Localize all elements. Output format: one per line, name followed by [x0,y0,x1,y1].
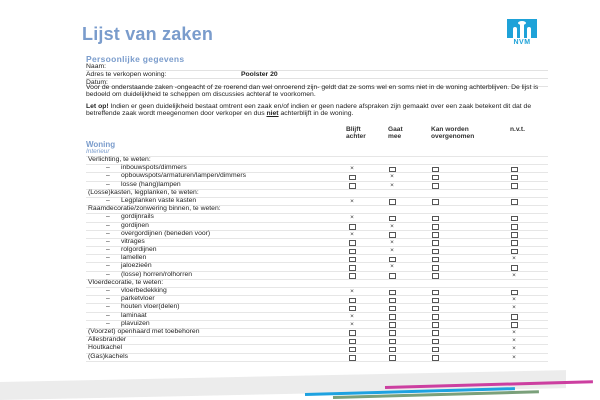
checkbox-unchecked[interactable] [349,355,356,361]
checkbox-unchecked[interactable] [432,347,439,353]
checkbox-unchecked[interactable] [349,175,356,181]
section-heading: Woning [86,140,116,149]
checkbox-unchecked[interactable] [432,355,439,361]
checkbox-unchecked[interactable] [511,314,518,320]
table-row [86,231,548,239]
dash-bullet: – [106,213,110,221]
checkbox-unchecked[interactable] [511,232,518,238]
table-row-category [86,206,548,214]
checkbox-unchecked[interactable] [432,216,439,222]
row-label: Houtkachel [88,344,123,352]
dash-bullet: – [106,180,110,188]
address-row [86,71,548,79]
checkbox-checked[interactable]: × [390,238,394,246]
checkbox-unchecked[interactable] [432,224,439,230]
checkbox-unchecked[interactable] [432,330,439,336]
checkbox-unchecked[interactable] [432,199,439,205]
row-label: rolgordijnen [121,246,157,254]
row-label: Legplanken vaste kasten [121,196,197,204]
dash-bullet: – [106,221,110,229]
checkbox-checked[interactable]: × [350,214,354,222]
checkbox-unchecked[interactable] [389,322,396,328]
checkbox-unchecked[interactable] [349,306,356,312]
table-row-category [86,337,548,345]
name-label: Naam: [86,63,107,70]
dash-bullet: – [106,311,110,319]
checkbox-unchecked[interactable] [432,306,439,312]
checkbox-unchecked[interactable] [432,175,439,181]
page-title: Lijst van zaken [82,24,214,44]
checkbox-unchecked[interactable] [389,167,396,173]
checkbox-unchecked[interactable] [511,175,518,181]
row-label: overgordijnen (beneden voor) [121,229,211,237]
checkbox-unchecked[interactable] [511,290,518,296]
dash-bullet: – [106,254,110,262]
table-row-category [86,345,548,353]
table-rows [86,157,548,362]
dash-bullet: – [106,295,110,303]
row-label: (Gas)kachels [88,352,129,360]
dash-bullet: – [106,246,110,254]
checkbox-unchecked[interactable] [389,298,396,304]
warning-niet: niet [266,110,279,118]
col-header-blijft-achter: Blijft achter [346,126,366,140]
checkbox-unchecked[interactable] [432,257,439,263]
checkbox-checked[interactable]: × [512,296,516,304]
checkbox-unchecked[interactable] [389,232,396,238]
intro-paragraph: Voor de onderstaande zaken -ongeacht of ze roerend dan wel onroerend zijn- geldt dat ze soms wel en soms niet in de woning achterblijven. De lijst is bedoeld om duidelijkheid te scheppen om discussies achteraf te voorkomen. [86,84,539,99]
checkbox-unchecked[interactable] [389,314,396,320]
checkbox-unchecked[interactable] [511,224,518,230]
checkbox-unchecked[interactable] [511,322,518,328]
row-label: plavuizen [121,319,150,327]
table-row [86,214,548,222]
dash-bullet: – [106,229,110,237]
table-row [86,255,548,263]
checkbox-unchecked[interactable] [432,298,439,304]
row-label: Allesbrander [88,336,127,344]
row-label: Verlichting, te weten: [88,156,151,163]
row-label: opbouwspots/armaturen/lampen/dimmers [121,172,247,180]
table-row [86,247,548,255]
checkbox-checked[interactable]: × [390,222,394,230]
checkbox-checked[interactable]: × [350,288,354,295]
dash-bullet: – [106,172,110,180]
row-label: houten vloer(delen) [121,303,180,311]
row-label: gordijnrails [121,213,154,221]
checkbox-unchecked[interactable] [511,216,518,222]
nvm-logo-text: NVM [513,39,531,46]
checkbox-checked[interactable]: × [350,312,354,320]
checkbox-unchecked[interactable] [511,240,518,246]
table-row [86,288,548,296]
table-row-category [86,354,548,362]
checkbox-unchecked[interactable] [511,265,518,271]
dash-bullet: – [106,196,110,204]
checkbox-checked[interactable]: × [390,181,394,189]
checkbox-unchecked[interactable] [349,265,356,271]
checkbox-unchecked[interactable] [349,330,356,336]
warning-text-b: achterblijft in de woning. [278,110,354,118]
checkbox-unchecked[interactable] [389,339,396,345]
personal-heading: Persoonlijke gegevens [86,54,185,64]
checkbox-unchecked[interactable] [349,183,356,189]
checkbox-unchecked[interactable] [389,257,396,263]
checkbox-unchecked[interactable] [349,224,356,230]
checkbox-unchecked[interactable] [511,249,518,255]
warning-text-a: Indien er geen duidelijkheid bestaat omtrent een zaak en/of indien er geen nadere afspraken zijn gemaakt over een zaak betekent dit dat de betreffende zaak wordt meegenomen door verkoper en dus [86,102,532,118]
checkbox-unchecked[interactable] [389,355,396,361]
row-label: Vloerdecoratie, te weten: [88,278,164,286]
checkbox-unchecked[interactable] [432,290,439,296]
row-label: losse (hang)lampen [121,180,181,188]
checkbox-unchecked[interactable] [432,249,439,255]
col-header-kan-worden-overgenomen: Kan worden overgenomen [431,126,475,140]
checkbox-checked[interactable]: × [350,197,354,205]
checkbox-checked[interactable]: × [512,345,516,353]
checkbox-unchecked[interactable] [432,314,439,320]
checkbox-unchecked[interactable] [432,339,439,345]
checkbox-unchecked[interactable] [432,232,439,238]
checkbox-checked[interactable]: × [512,328,516,336]
dash-bullet: – [106,287,110,294]
checkbox-unchecked[interactable] [389,330,396,336]
checkbox-unchecked[interactable] [349,339,356,345]
checkbox-unchecked[interactable] [432,322,439,328]
section-subheading: Interieur [86,149,548,157]
checkbox-unchecked[interactable] [511,183,518,189]
warning-label: Let op! [86,102,109,110]
checkbox-unchecked[interactable] [389,216,396,222]
checkbox-unchecked[interactable] [432,265,439,271]
nvm-logo-icon [507,19,537,38]
checkbox-unchecked[interactable] [432,240,439,246]
row-label: gordijnen [121,221,149,229]
col-header-nvt: n.v.t. [510,126,525,133]
row-label: (Losse)kasten, legplanken, te weten: [88,188,199,196]
checkbox-unchecked[interactable] [389,199,396,205]
checkbox-checked[interactable]: × [350,230,354,238]
checkbox-unchecked[interactable] [511,167,518,173]
table-row [86,304,548,312]
checkbox-checked[interactable]: × [350,165,354,173]
checkbox-unchecked[interactable] [349,273,356,279]
personal-details [86,55,548,87]
dash-bullet: – [106,164,110,172]
nvm-logo [507,19,537,47]
dash-bullet: – [106,237,110,245]
checkbox-checked[interactable]: × [390,247,394,255]
row-label: lamellen [121,254,147,262]
dash-bullet: – [106,319,110,327]
row-label: vitrages [121,237,145,245]
checkbox-unchecked[interactable] [432,183,439,189]
row-label: laminaat [121,311,147,319]
address-value: Poolster 20 [241,71,278,78]
checkbox-unchecked[interactable] [349,347,356,353]
dash-bullet: – [106,262,110,270]
checkbox-checked[interactable]: × [390,173,394,181]
address-label: Adres te verkopen woning: [86,71,167,78]
checkbox-unchecked[interactable] [349,298,356,304]
name-row [86,63,548,71]
dash-bullet: – [106,270,110,278]
checkbox-unchecked[interactable] [389,290,396,296]
intro-text [86,84,548,118]
row-label: (Voorzet) openhaard met toebehoren [88,327,200,335]
checkbox-unchecked[interactable] [349,257,356,263]
checkbox-checked[interactable]: × [512,337,516,345]
row-label: inbouwspots/dimmers [121,164,187,172]
table-row-category [86,329,548,337]
checkbox-unchecked[interactable] [349,249,356,255]
checkbox-checked[interactable]: × [512,304,516,312]
items-table [86,141,548,362]
row-label: vloerbedekking [121,287,167,294]
row-label: (losse) horren/rolhorren [121,270,193,278]
checkbox-checked[interactable]: × [512,353,516,361]
checkbox-unchecked[interactable] [432,167,439,173]
row-label: jaloezieën [121,262,152,270]
checkbox-checked[interactable]: × [512,255,516,263]
dash-bullet: – [106,303,110,311]
row-label: Raamdecoratie/zonwering binnen, te weten: [88,205,221,213]
warning-paragraph [86,103,548,118]
date-label: Datum: [86,79,108,86]
checkbox-unchecked[interactable] [389,306,396,312]
checkbox-checked[interactable]: × [390,263,394,271]
table-row [86,313,548,321]
checkbox-unchecked[interactable] [389,273,396,279]
checkbox-checked[interactable]: × [512,271,516,279]
checkbox-checked[interactable]: × [350,320,354,328]
checkbox-unchecked[interactable] [349,240,356,246]
checkbox-unchecked[interactable] [511,199,518,205]
checkbox-unchecked[interactable] [389,347,396,353]
row-label: parketvloer [121,295,155,303]
checkbox-unchecked[interactable] [432,273,439,279]
col-header-gaat-mee: Gaat mee [388,126,403,140]
